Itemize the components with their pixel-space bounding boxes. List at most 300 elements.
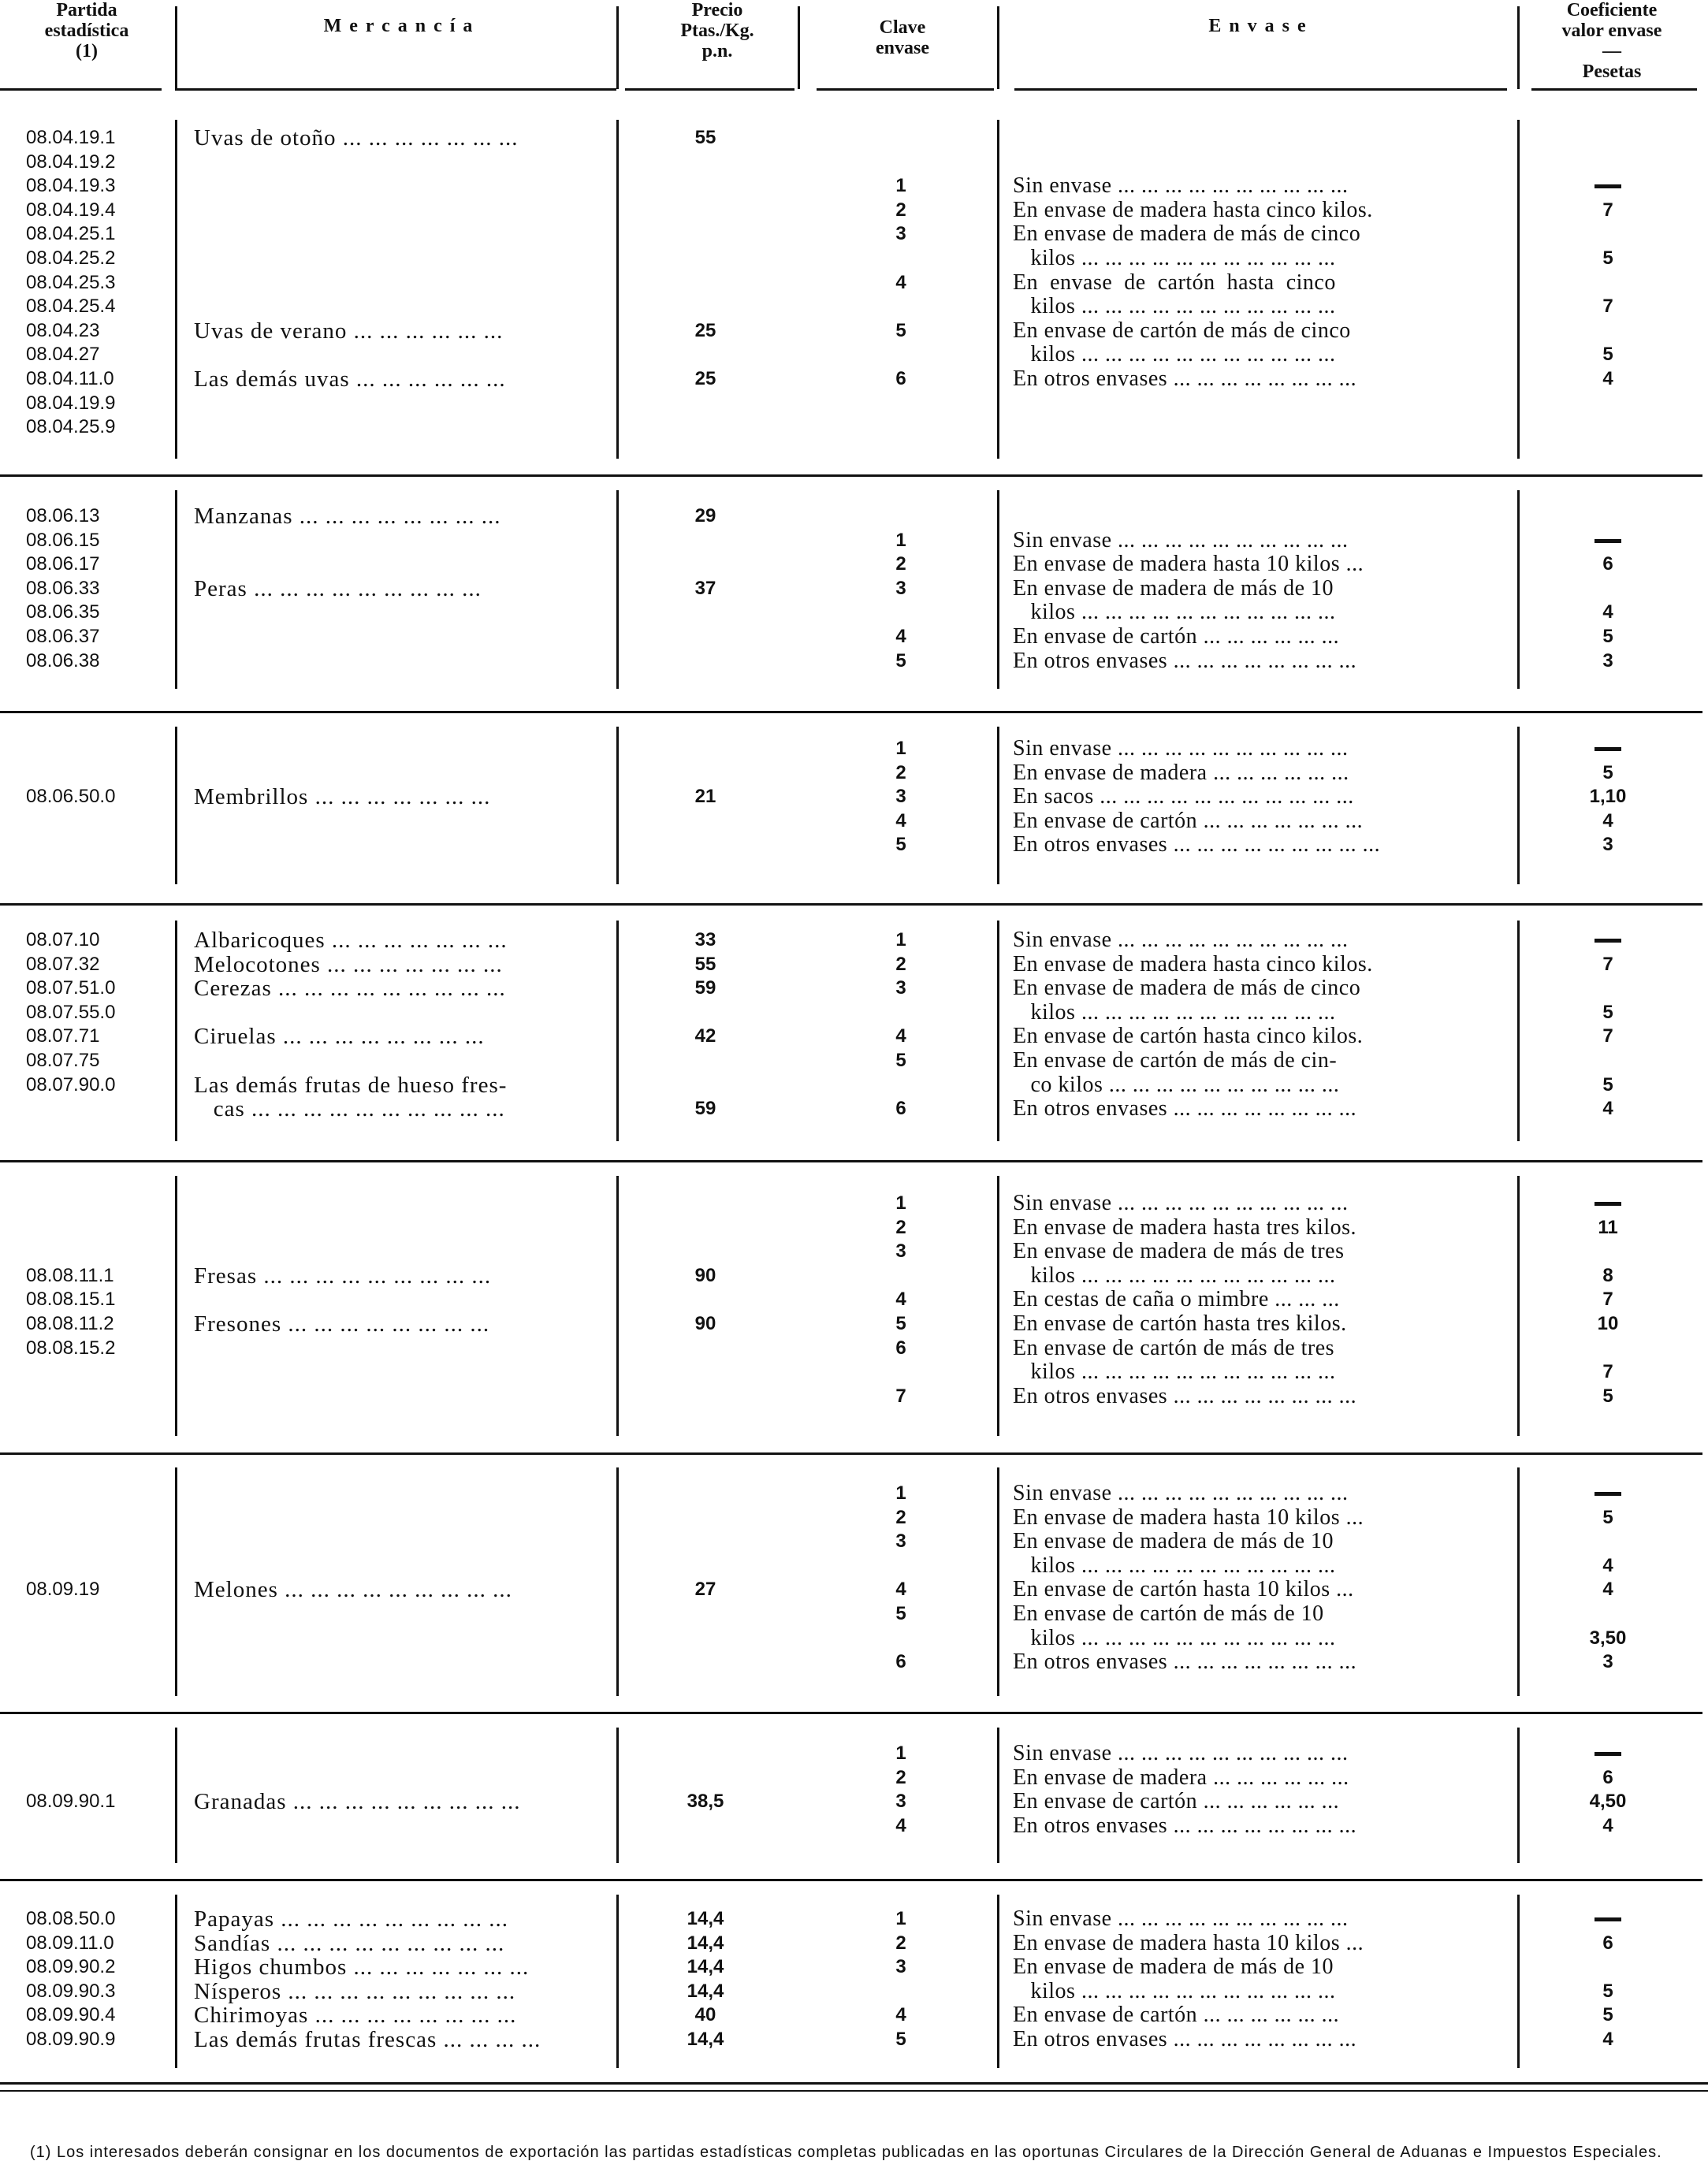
partida-code: 08.08.15.2 xyxy=(26,1337,116,1359)
clave-cell: 2 xyxy=(895,1216,906,1238)
mercancia-cell xyxy=(194,1240,612,1264)
clave-cell xyxy=(873,126,928,151)
coef-cell xyxy=(1568,319,1647,344)
coef-cell xyxy=(1568,1955,1647,1980)
clave-cell: 4 xyxy=(895,271,906,293)
header-partida-line1: Partida xyxy=(56,0,117,20)
precio-cell xyxy=(674,833,737,857)
partida-code: 08.09.90.9 xyxy=(26,2028,116,2050)
mercancia-cell xyxy=(194,1216,612,1240)
section-separator xyxy=(0,1712,1702,1714)
mercancia-cell xyxy=(194,1530,612,1554)
clave-cell: 3 xyxy=(895,223,906,245)
precio-cell: 25 xyxy=(694,367,716,389)
partida-code xyxy=(26,1766,115,1791)
header-precio-line1: Precio xyxy=(691,0,743,20)
partida-code-column xyxy=(26,1907,115,2052)
precio-cell: 90 xyxy=(694,1312,716,1334)
clave-cell: 5 xyxy=(895,1602,906,1624)
clave-cell: 4 xyxy=(895,1025,906,1047)
coef-cell-column xyxy=(1568,1482,1647,1675)
precio-cell: 90 xyxy=(694,1264,716,1286)
column-rule xyxy=(1517,490,1520,689)
precio-cell xyxy=(674,151,737,175)
partida-code xyxy=(26,1627,99,1651)
coef-cell xyxy=(1568,577,1647,601)
coef-cell: 7 xyxy=(1602,1289,1613,1311)
precio-cell-column xyxy=(674,928,737,1121)
partida-code: 08.06.38 xyxy=(26,649,100,671)
envase-cell: En envase de madera de más de 10 xyxy=(1013,1530,1334,1554)
header-rule xyxy=(1014,88,1507,91)
precio-cell xyxy=(674,1766,737,1791)
mercancia-cell: Nísperos ... ... ... ... ... ... ... ... ... xyxy=(194,1979,516,2004)
envase-cell: En envase de madera de más de cinco xyxy=(1013,222,1361,247)
partida-code: 08.04.23 xyxy=(26,319,100,341)
envase-cell: kilos ... ... ... ... ... ... ... ... ... ... ... xyxy=(1013,1626,1336,1650)
envase-cell: En otros envases ... ... ... ... ... ... ... ... xyxy=(1013,1650,1357,1675)
partida-code: 08.04.19.9 xyxy=(26,392,116,414)
mercancia-cell: Melocotones ... ... ... ... ... ... ... xyxy=(194,952,503,977)
coef-cell: 4 xyxy=(1602,367,1613,389)
partida-code: 08.04.19.4 xyxy=(26,199,116,221)
precio-cell xyxy=(674,649,737,674)
dash-mark xyxy=(1595,939,1621,943)
envase-cell: En envase de cartón ... ... ... ... ... ... xyxy=(1013,2003,1340,2028)
precio-cell: 29 xyxy=(694,505,716,526)
clave-cell-column xyxy=(873,1192,928,1408)
precio-cell xyxy=(674,199,737,223)
envase-cell: Sin envase ... ... ... ... ... ... ... ... ... ... xyxy=(1013,928,1349,952)
mercancia-cell xyxy=(194,761,612,786)
mercancia-cell: Ciruelas ... ... ... ... ... ... ... ... xyxy=(194,1025,485,1049)
mercancia-cell: Papayas ... ... ... ... ... ... ... ... ... xyxy=(194,1907,509,1932)
mercancia-cell: Chirimoyas ... ... ... ... ... ... ... ... xyxy=(194,2003,517,2028)
mercancia-cell xyxy=(194,247,612,271)
envase-cell: kilos ... ... ... ... ... ... ... ... ... ... ... xyxy=(1013,1360,1336,1385)
envase-cell: kilos ... ... ... ... ... ... ... ... ... ... ... xyxy=(1013,1000,1336,1025)
mercancia-cell-column xyxy=(194,737,612,857)
table-end-rule xyxy=(0,2090,1708,2092)
header-clave-line1: Clave xyxy=(879,17,926,38)
partida-code: 08.09.90.1 xyxy=(26,1791,116,1813)
envase-cell-column xyxy=(1013,1742,1509,1838)
coef-cell: 6 xyxy=(1602,553,1613,575)
precio-cell-column xyxy=(674,1482,737,1675)
mercancia-cell xyxy=(194,1360,612,1385)
coef-cell: 7 xyxy=(1602,1025,1613,1047)
envase-cell: En envase de madera hasta cinco kilos. xyxy=(1013,198,1373,222)
partida-code: 08.09.90.4 xyxy=(26,2004,116,2026)
clave-cell xyxy=(873,601,928,625)
column-rule xyxy=(1517,1895,1520,2068)
coef-cell: 4 xyxy=(1602,809,1613,831)
partida-code: 08.06.37 xyxy=(26,625,100,647)
column-rule xyxy=(616,727,619,884)
clave-cell: 4 xyxy=(895,1289,906,1311)
clave-cell: 5 xyxy=(895,2028,906,2050)
clave-cell xyxy=(873,415,928,440)
envase-cell: En otros envases ... ... ... ... ... ... ... ... xyxy=(1013,1384,1357,1408)
clave-cell: 4 xyxy=(895,625,906,647)
coef-cell: 3 xyxy=(1602,649,1613,671)
precio-cell xyxy=(674,222,737,247)
column-rule xyxy=(616,6,619,89)
clave-cell: 1 xyxy=(895,738,906,759)
column-rule xyxy=(175,921,177,1141)
mercancia-cell-column xyxy=(194,1192,612,1408)
mercancia-cell: Peras ... ... ... ... ... ... ... ... ... xyxy=(194,576,482,601)
precio-cell: 59 xyxy=(694,977,716,999)
section-separator xyxy=(0,1879,1702,1881)
mercancia-cell xyxy=(194,1192,612,1216)
column-rule xyxy=(997,120,999,459)
mercancia-cell xyxy=(194,1482,612,1506)
coef-cell xyxy=(1568,151,1647,175)
envase-cell-column xyxy=(1013,1192,1509,1408)
envase-cell-column xyxy=(1013,1482,1509,1675)
envase-cell: En otros envases ... ... ... ... ... ... ... ... xyxy=(1013,366,1357,391)
precio-cell xyxy=(674,1627,737,1651)
precio-cell-column xyxy=(674,126,737,440)
header-rule xyxy=(625,88,794,91)
header-coef xyxy=(1529,0,1695,82)
envase-cell: En cestas de caña o mimbre ... ... ... xyxy=(1013,1288,1340,1312)
envase-cell: En envase de cartón de más de tres xyxy=(1013,1336,1335,1360)
precio-cell xyxy=(674,1814,737,1839)
envase-cell-column xyxy=(1013,504,1509,673)
header-rule xyxy=(817,88,994,91)
clave-cell-column xyxy=(873,126,928,440)
coef-cell: 11 xyxy=(1598,1216,1618,1238)
mercancia-cell xyxy=(194,295,612,319)
coef-cell xyxy=(1568,1907,1647,1932)
coef-cell-column xyxy=(1568,504,1647,673)
header-envase: Envase xyxy=(1208,16,1314,36)
precio-cell xyxy=(674,1385,737,1409)
column-rule xyxy=(616,1728,619,1863)
section-separator xyxy=(0,903,1702,906)
partida-code xyxy=(26,1192,115,1216)
clave-cell: 3 xyxy=(895,1791,906,1813)
column-rule xyxy=(997,727,999,884)
coef-cell: 5 xyxy=(1602,1001,1613,1023)
clave-cell xyxy=(873,295,928,319)
precio-cell: 14,4 xyxy=(687,1956,724,1978)
header-coef-line2: valor envase xyxy=(1561,20,1662,41)
envase-cell: En envase de madera de más de 10 xyxy=(1013,1955,1334,1980)
column-rule xyxy=(1517,1176,1520,1436)
clave-cell: 2 xyxy=(895,953,906,975)
mercancia-cell xyxy=(194,809,612,834)
coef-cell: 4 xyxy=(1602,1579,1613,1601)
envase-cell: kilos ... ... ... ... ... ... ... ... ... ... ... xyxy=(1013,295,1336,319)
partida-code xyxy=(26,1554,99,1579)
partida-code: 08.07.51.0 xyxy=(26,977,116,999)
mercancia-cell xyxy=(194,833,612,857)
envase-cell: En envase de madera hasta tres kilos. xyxy=(1013,1215,1357,1240)
precio-cell xyxy=(674,174,737,199)
clave-cell: 5 xyxy=(895,319,906,341)
mercancia-cell xyxy=(194,392,612,416)
precio-cell: 37 xyxy=(694,577,716,599)
clave-cell xyxy=(873,1554,928,1579)
column-rule xyxy=(616,1176,619,1436)
clave-cell: 7 xyxy=(895,1385,906,1407)
partida-code: 08.08.50.0 xyxy=(26,1908,116,1929)
clave-cell xyxy=(873,151,928,175)
mercancia-cell: Higos chumbos ... ... ... ... ... ... ... xyxy=(194,1955,530,1980)
clave-cell: 1 xyxy=(895,929,906,950)
coef-cell xyxy=(1568,1602,1647,1627)
coef-cell: 3,50 xyxy=(1589,1627,1627,1649)
coef-cell: 6 xyxy=(1602,1766,1613,1788)
envase-cell: Sin envase ... ... ... ... ... ... ... ... ... ... xyxy=(1013,1742,1349,1765)
precio-cell xyxy=(674,247,737,271)
partida-code: 08.07.75 xyxy=(26,1049,100,1071)
column-rule xyxy=(175,1467,177,1696)
clave-cell-column xyxy=(873,1742,928,1838)
header-coef-line3: — xyxy=(1602,41,1621,61)
dash-mark xyxy=(1595,747,1621,751)
partida-code xyxy=(26,1385,115,1409)
precio-cell xyxy=(674,1742,737,1766)
column-rule xyxy=(175,120,177,459)
precio-cell: 40 xyxy=(694,2004,716,2026)
partida-code xyxy=(26,1742,115,1766)
clave-cell: 1 xyxy=(895,529,906,551)
clave-cell: 5 xyxy=(895,1049,906,1071)
precio-cell xyxy=(674,1482,737,1506)
clave-cell: 5 xyxy=(895,649,906,671)
partida-code: 08.07.32 xyxy=(26,953,100,975)
column-rule xyxy=(997,921,999,1141)
mercancia-cell: Manzanas ... ... ... ... ... ... ... ... xyxy=(194,504,501,529)
column-rule xyxy=(616,490,619,689)
envase-cell: En envase de madera de más de tres xyxy=(1013,1240,1345,1264)
mercancia-cell: Granadas ... ... ... ... ... ... ... ... ... xyxy=(194,1790,521,1814)
mercancia-cell: Melones ... ... ... ... ... ... ... ... ... xyxy=(194,1578,512,1602)
precio-cell xyxy=(674,415,737,440)
mercancia-cell: Albaricoques ... ... ... ... ... ... ... xyxy=(194,928,508,953)
clave-cell: 1 xyxy=(895,1192,906,1214)
precio-cell xyxy=(674,625,737,649)
column-rule xyxy=(616,120,619,459)
mercancia-cell: Membrillos ... ... ... ... ... ... ... xyxy=(194,785,491,809)
mercancia-cell: Fresas ... ... ... ... ... ... ... ... ... xyxy=(194,1263,492,1289)
coef-cell: 8 xyxy=(1602,1264,1613,1286)
precio-cell xyxy=(674,737,737,761)
column-rule xyxy=(175,6,177,89)
coef-cell xyxy=(1568,415,1647,440)
mercancia-cell xyxy=(194,343,612,367)
clave-cell: 4 xyxy=(895,809,906,831)
precio-cell xyxy=(674,1288,737,1312)
clave-cell: 2 xyxy=(895,199,906,221)
partida-code: 08.07.55.0 xyxy=(26,1001,116,1023)
partida-code: 08.06.50.0 xyxy=(26,786,116,808)
mercancia-cell xyxy=(194,1650,612,1675)
partida-code xyxy=(26,1360,115,1385)
coef-cell: 4 xyxy=(1602,2028,1613,2050)
column-rule xyxy=(997,1176,999,1436)
mercancia-cell xyxy=(194,1049,612,1073)
partida-code: 08.09.90.2 xyxy=(26,1956,116,1978)
mercancia-cell xyxy=(194,1814,612,1839)
partida-code: 08.08.11.1 xyxy=(26,1264,114,1286)
precio-cell xyxy=(674,1602,737,1627)
mercancia-cell: Uvas de verano ... ... ... ... ... ... xyxy=(194,318,504,344)
precio-cell: 27 xyxy=(694,1579,716,1601)
precio-cell xyxy=(674,1049,737,1073)
precio-cell xyxy=(674,761,737,786)
mercancia-cell: Cerezas ... ... ... ... ... ... ... ... ... xyxy=(194,976,506,1001)
column-rule xyxy=(175,1176,177,1436)
clave-cell: 2 xyxy=(895,1766,906,1788)
clave-cell xyxy=(873,392,928,416)
coef-cell xyxy=(1568,1742,1647,1766)
precio-cell xyxy=(674,1506,737,1531)
precio-cell-column xyxy=(674,1907,737,2052)
clave-cell-column xyxy=(873,737,928,857)
dash-mark xyxy=(1595,1202,1621,1206)
precio-cell xyxy=(674,1650,737,1675)
partida-code: 08.04.25.3 xyxy=(26,271,116,293)
clave-cell: 3 xyxy=(895,1240,906,1263)
header-rule xyxy=(0,88,162,91)
envase-cell: En envase de cartón ... ... ... ... ... ... xyxy=(1013,1790,1340,1814)
precio-cell-column xyxy=(674,1192,737,1408)
partida-code-column xyxy=(26,1482,99,1675)
envase-cell: En envase de cartón de más de cin- xyxy=(1013,1048,1338,1073)
precio-cell xyxy=(674,392,737,416)
header-partida-line2: estadística xyxy=(44,20,129,41)
clave-cell: 4 xyxy=(895,1579,906,1601)
mercancia-cell xyxy=(194,1337,612,1361)
envase-cell: En envase de cartón hasta tres kilos. xyxy=(1013,1311,1347,1336)
column-rule xyxy=(1517,120,1520,459)
envase-cell xyxy=(1013,415,1509,440)
partida-code-column xyxy=(26,126,115,440)
precio-cell xyxy=(674,1001,737,1025)
coef-cell: 5 xyxy=(1602,247,1613,269)
precio-cell xyxy=(674,601,737,625)
coef-cell: 7 xyxy=(1602,953,1613,975)
envase-cell: En envase de cartón de más de cinco xyxy=(1013,318,1351,343)
clave-cell: 2 xyxy=(895,761,906,783)
clave-cell: 6 xyxy=(895,1098,906,1120)
envase-cell: En envase de madera hasta cinco kilos. xyxy=(1013,952,1373,976)
column-rule xyxy=(997,490,999,689)
coef-cell: 5 xyxy=(1602,1385,1613,1407)
envase-cell: En sacos ... ... ... ... ... ... ... ... ... ... ... xyxy=(1013,785,1354,809)
mercancia-cell xyxy=(194,1742,612,1766)
partida-code-column xyxy=(26,1742,115,1838)
partida-code: 08.07.10 xyxy=(26,929,100,950)
mercancia-cell: Uvas de otoño ... ... ... ... ... ... ... xyxy=(194,126,519,151)
mercancia-cell xyxy=(194,199,612,223)
mercancia-cell xyxy=(194,151,612,175)
clave-cell-column xyxy=(873,928,928,1121)
envase-cell: En otros envases ... ... ... ... ... ... ... ... xyxy=(1013,1813,1357,1838)
envase-cell: kilos ... ... ... ... ... ... ... ... ... ... ... xyxy=(1013,246,1336,270)
precio-cell xyxy=(674,1530,737,1554)
envase-cell: Sin envase ... ... ... ... ... ... ... ... ... ... xyxy=(1013,1192,1349,1215)
precio-cell: 14,4 xyxy=(687,1932,724,1954)
clave-cell: 1 xyxy=(895,1743,906,1764)
clave-cell: 6 xyxy=(895,1337,906,1359)
envase-cell: En envase de madera de más de 10 xyxy=(1013,576,1334,601)
envase-cell-column xyxy=(1013,737,1509,857)
column-rule xyxy=(616,1895,619,2068)
clave-cell xyxy=(873,1360,928,1385)
precio-cell xyxy=(674,1360,737,1385)
precio-cell xyxy=(674,343,737,367)
header-precio-line3: p.n. xyxy=(701,41,733,61)
mercancia-cell-column xyxy=(194,1907,612,2052)
clave-cell: 6 xyxy=(895,1651,906,1673)
coef-cell xyxy=(1568,976,1647,1001)
coef-cell: 7 xyxy=(1602,296,1613,318)
partida-code: 08.04.11.0 xyxy=(26,367,114,389)
header-mercancia: Mercancía xyxy=(323,16,481,36)
coef-cell: 5 xyxy=(1602,761,1613,783)
clave-cell: 2 xyxy=(895,553,906,575)
coef-cell: 3 xyxy=(1602,834,1613,856)
envase-cell: En otros envases ... ... ... ... ... ... ... ... xyxy=(1013,1097,1357,1121)
partida-code: 08.04.19.3 xyxy=(26,175,116,197)
coef-cell xyxy=(1568,1482,1647,1506)
envase-cell xyxy=(1013,392,1509,416)
mercancia-cell xyxy=(194,271,612,296)
coef-cell xyxy=(1568,271,1647,296)
partida-code: 08.08.11.2 xyxy=(26,1312,114,1334)
partida-code: 08.04.25.9 xyxy=(26,416,116,438)
header-rule xyxy=(1531,88,1697,91)
precio-cell xyxy=(674,295,737,319)
section-separator xyxy=(0,1160,1702,1162)
partida-code xyxy=(26,1814,115,1839)
header-clave-line2: envase xyxy=(876,38,929,58)
clave-cell: 4 xyxy=(895,2004,906,2026)
precio-cell: 14,4 xyxy=(687,1980,724,2002)
clave-cell xyxy=(873,1264,928,1289)
partida-code-column xyxy=(26,504,99,673)
dash-mark xyxy=(1595,1752,1621,1756)
partida-code xyxy=(26,809,115,834)
coef-cell-column xyxy=(1568,126,1647,440)
mercancia-cell: Las demás frutas frescas ... ... ... ... xyxy=(194,2027,541,2052)
section-separator xyxy=(0,1452,1702,1455)
mercancia-cell xyxy=(194,552,612,577)
clave-cell: 1 xyxy=(895,1482,906,1504)
envase-cell: kilos ... ... ... ... ... ... ... ... ... ... ... xyxy=(1013,1263,1336,1288)
header-coef-line1: Coeficiente xyxy=(1566,0,1658,20)
partida-code: 08.04.25.2 xyxy=(26,247,116,269)
coef-cell-column xyxy=(1568,737,1647,857)
envase-cell: En envase de madera hasta 10 kilos ... xyxy=(1013,1505,1364,1530)
precio-cell: 25 xyxy=(694,319,716,341)
coef-cell: 5 xyxy=(1602,1073,1613,1095)
column-rule xyxy=(175,1895,177,2068)
coef-cell: 7 xyxy=(1602,1361,1613,1383)
mercancia-cell xyxy=(194,174,612,199)
column-rule xyxy=(175,1728,177,1863)
dash-mark xyxy=(1595,1492,1621,1496)
header-precio-line2: Ptas./Kg. xyxy=(680,20,754,41)
mercancia-cell-column xyxy=(194,1482,612,1675)
header-clave xyxy=(835,17,969,58)
